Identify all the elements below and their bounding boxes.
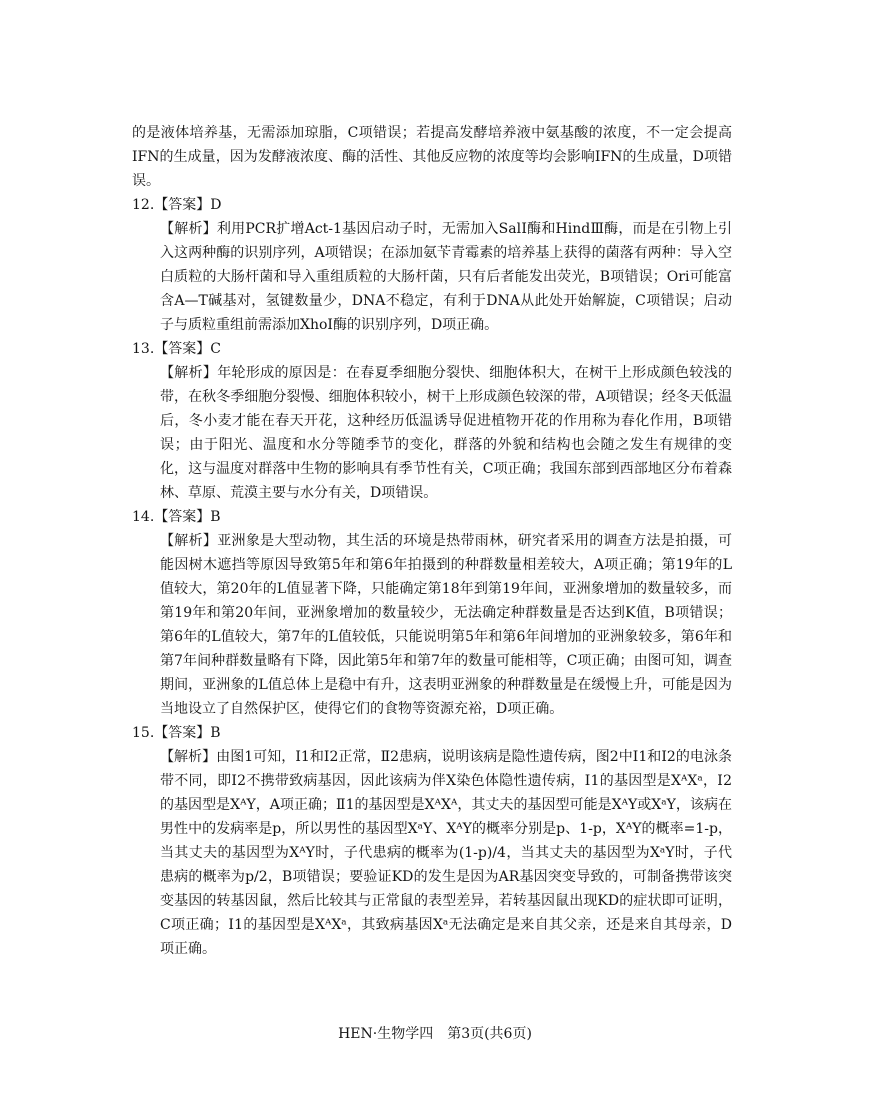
intro-paragraph: 的是液体培养基，无需添加琼脂，C项错误；若提高发酵培养液中氨基酸的浓度，不一定会提高IFN的生成量，因为发酵液浓度、酶的活性、其他反应物的浓度等均会影响IFN的生成量，D项错误。: [132, 125, 732, 189]
analysis-paragraph: 【解析】利用PCR扩增Act-1基因启动子时，无需加入SalⅠ酶和HindⅢ酶，而是在引物上引入这两种酶的识别序列，A项错误；在添加氨苄青霉素的培养基上获得的菌落有两种：导入空白质粒的大肠杆菌和导入重组质粒的大肠杆菌，只有后者能发出荧光，B项错误；Ori可能富含A—T碱基对，氢键数量少，DNA不稳定，有利于DNA从此处开始解旋，C项错误；启动子与质粒重组前需添加XhoⅠ酶的识别序列，D项正确。: [160, 221, 732, 333]
item-15: [132, 721, 732, 961]
answer-line: 12.【答案】D: [132, 197, 222, 213]
answer-line: 14.【答案】B: [132, 509, 221, 525]
analysis-paragraph: 【解析】年轮形成的原因是：在春夏季细胞分裂快、细胞体积大，在树干上形成颜色较浅的带，在秋冬季细胞分裂慢、细胞体积较小，树干上形成颜色较深的带，A项错误；经冬天低温后，冬小麦才能在春天开花，这种经历低温诱导促进植物开花的作用称为春化作用，B项错误；由于阳光、温度和水分等随季节的变化，群落的外貌和结构也会随之发生有规律的变化，这与温度对群落中生物的影响具有季节性有关，C项正确；我国东部到西部地区分布着森林、草原、荒漠主要与水分有关，D项错误。: [160, 365, 732, 501]
item-14: [132, 505, 732, 721]
item-13: [132, 337, 732, 505]
answer-line: 13.【答案】C: [132, 341, 221, 357]
answer-line: 15.【答案】B: [132, 725, 221, 741]
analysis-paragraph: 【解析】由图1可知，Ⅰ1和Ⅰ2正常，Ⅱ2患病，说明该病是隐性遗传病，图2中Ⅰ1和Ⅰ2的电泳条带不同，即Ⅰ2不携带致病基因，因此该病为伴X染色体隐性遗传病，Ⅰ1的基因型是XᴬXᵃ，Ⅰ2的基因型是XᴬY，A项正确；Ⅱ1的基因型是XᴬXᴬ，其丈夫的基因型可能是XᴬY或XᵃY，该病在男性中的发病率是p，所以男性的基因型XᵃY、XᴬY的概率分别是p、1-p，XᴬY的概率=1-p，当其丈夫的基因型为XᴬY时，子代患病的概率为(1-p)/4，当其丈夫的基因型为XᵃY时，子代患病的概率为p/2，B项错误；要验证KD的发生是因为AR基因突变导致的，可制备携带该突变基因的转基因鼠，然后比较其与正常鼠的表型差异，若转基因鼠出现KD的症状即可证明，C项正确；Ⅰ1的基因型是XᴬXᵃ，其致病基因Xᵃ无法确定是来自其父亲，还是来自其母亲，D项正确。: [160, 749, 732, 957]
item-12: [132, 193, 732, 337]
analysis-paragraph: 【解析】亚洲象是大型动物，其生活的环境是热带雨林，研究者采用的调查方法是拍摄，可能因树木遮挡等原因导致第5年和第6年拍摄到的种群数量相差较大，A项正确；第19年的L值较大，第20年的L值显著下降，只能确定第18年到第19年间，亚洲象增加的数量较多，而第19年和第20年间，亚洲象增加的数量较少，无法确定种群数量是否达到K值，B项错误；第6年的L值较大，第7年的L值较低，只能说明第5年和第6年间增加的亚洲象较多，第6年和第7年间种群数量略有下降，因此第5年和第7年的数量可能相等，C项正确；由图可知，调查期间，亚洲象的L值总体上是稳中有升，这表明亚洲象的种群数量是在缓慢上升，可能是因为当地设立了自然保护区，使得它们的食物等资源充裕，D项正确。: [160, 533, 732, 717]
page-footer: HEN·生物学四 第3页(共6页): [338, 1026, 532, 1042]
answer-content: [132, 121, 732, 961]
